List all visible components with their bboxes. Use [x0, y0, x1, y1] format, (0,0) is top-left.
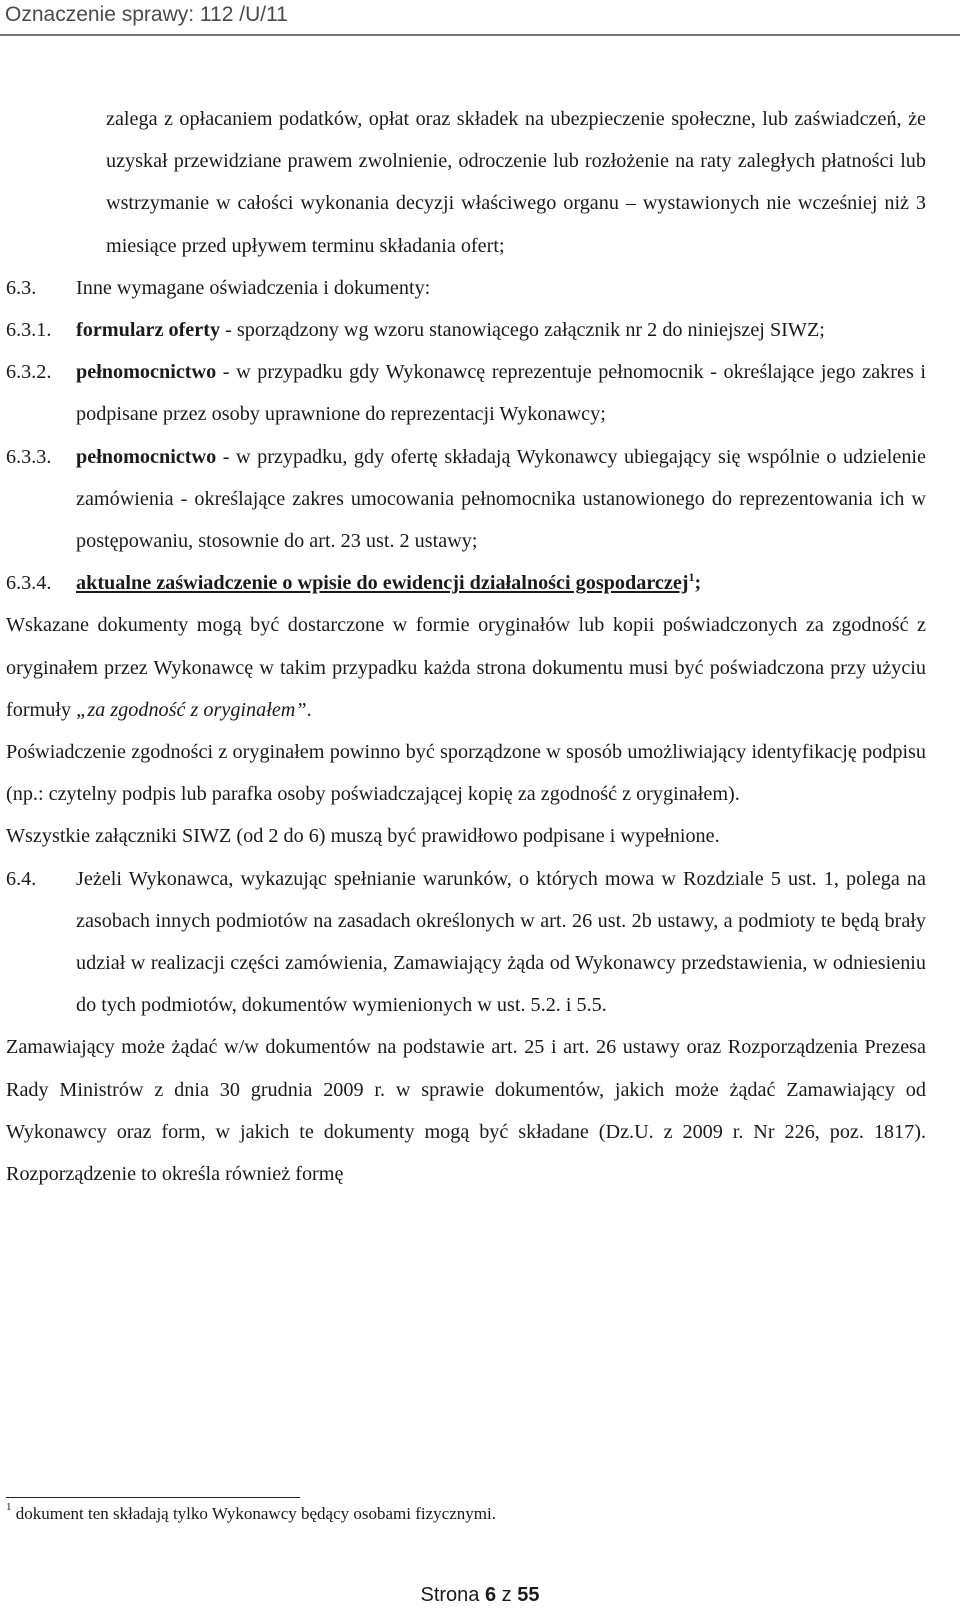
item-term: pełnomocnictwo [76, 445, 217, 468]
item-term: formularz oferty [76, 319, 221, 342]
item-text [76, 562, 926, 604]
para-documents [6, 604, 926, 731]
item-6-3-4 [6, 562, 926, 604]
footnote-ref: 1 [688, 570, 695, 585]
certification-formula: „za zgodność z oryginałem” [76, 698, 307, 721]
item-term: pełnomocnictwo [76, 361, 217, 384]
item-text [76, 351, 926, 435]
document-body [6, 98, 926, 1195]
item-description: - sporządzony wg wzoru stanowiącego załącznik nr 2 do niniejszej SIWZ; [220, 319, 825, 342]
para-documents-end: . [306, 698, 312, 721]
section-6-3 [6, 267, 926, 309]
para-documents-text: Wskazane dokumenty mogą być dostarczone w formie oryginałów lub kopii poświadczonych za zgodność z oryginałem przez Wykonawcę w takim przypadku każda strona dokumentu musi być poświadczona przy użyciu formuły [6, 614, 926, 721]
page-header [0, 0, 960, 36]
section-number: 6.4. [6, 867, 37, 890]
item-6-3-2 [6, 351, 926, 435]
item-text [76, 309, 926, 351]
para-regulation: Zamawiający może żądać w/w dokumentów na podstawie art. 25 i art. 26 ustawy oraz Rozporządzenia Prezesa Rady Ministrów z dnia 30 grudnia 2009 r. w sprawie dokumentów, jakich może żądać Zamawiający od Wykonawcy oraz form, w jakich te dokumenty mogą być składane (Dz.U. z 2009 r. Nr 226, poz. 1817). Rozporządzenie to określa również formę [6, 1036, 926, 1186]
section-number: 6.3. [6, 276, 37, 299]
section-6-4 [6, 858, 926, 1027]
item-suffix: ; [694, 572, 702, 595]
page-number-prefix: Strona [420, 1584, 485, 1606]
total-pages: 55 [517, 1584, 540, 1606]
current-page: 6 [484, 1584, 497, 1606]
footnote-text: dokument ten składają tylko Wykonawcy będący osobami fizycznymi. [11, 1504, 496, 1523]
item-description: - w przypadku, gdy ofertę składają Wykonawcy ubiegający się wspólnie o udzielenie zamówienia - określające zakres umocowania pełnomocnika ustanowionego do reprezentowania ich w postępowaniu, stosownie do art. 23 ust. 2 ustawy; [76, 445, 926, 553]
footnote-separator [6, 1497, 300, 1498]
para-attachments: Wszystkie załączniki SIWZ (od 2 do 6) muszą być prawidłowo podpisane i wypełnione. [6, 825, 720, 848]
page-number-separator: z [496, 1584, 518, 1606]
intro-continuation: zalega z opłacaniem podatków, opłat oraz składek na ubezpieczenie społeczne, lub zaświadczeń, że uzyskał przewidziane prawem zwolnienie, odroczenie lub rozłożenie na raty zaległych płatności lub wstrzymanie w całości wykonania decyzji właściwego organu – wystawionych nie wcześniej niż 3 miesiące przed upływem terminu składania ofert; [106, 108, 926, 257]
section-title: Inne wymagane oświadczenia i dokumenty: [76, 276, 431, 299]
item-text [76, 436, 926, 563]
item-number: 6.3.4. [6, 572, 52, 595]
item-6-3-1 [6, 309, 926, 351]
item-term: aktualne zaświadczenie o wpisie do ewidencji działalności gospodarczej [76, 572, 689, 595]
item-number: 6.3.2. [6, 361, 52, 384]
case-id: Oznaczenie sprawy: 112 /U/11 [5, 3, 288, 26]
footnote [6, 1501, 496, 1524]
para-certification: Poświadczenie zgodności z oryginałem powinno być sporządzone w sposób umożliwiający identyfikację podpisu (np.: czytelny podpis lub parafka osoby poświadczającej kopię za zgodność z oryginałem). [6, 741, 926, 806]
item-description: - w przypadku gdy Wykonawcę reprezentuje pełnomocnik - określające jego zakres i podpisane przez osoby uprawnione do reprezentacji Wykonawcy; [76, 361, 926, 426]
page-number [0, 1584, 960, 1607]
footnote-mark: 1 [6, 1501, 12, 1513]
section-text: Jeżeli Wykonawca, wykazując spełnianie warunków, o których mowa w Rozdziale 5 ust. 1, polega na zasobach innych podmiotów na zasadach określonych w art. 26 ust. 2b ustawy, a podmioty te będą brały udział w realizacji części zamówienia, Zamawiający żąda od Wykonawcy przedstawienia, w odniesieniu do tych podmiotów, dokumentów wymienionych w ust. 5.2. i 5.5. [76, 867, 926, 1017]
item-number: 6.3.1. [6, 319, 52, 342]
item-number: 6.3.3. [6, 445, 52, 468]
item-6-3-3 [6, 436, 926, 563]
